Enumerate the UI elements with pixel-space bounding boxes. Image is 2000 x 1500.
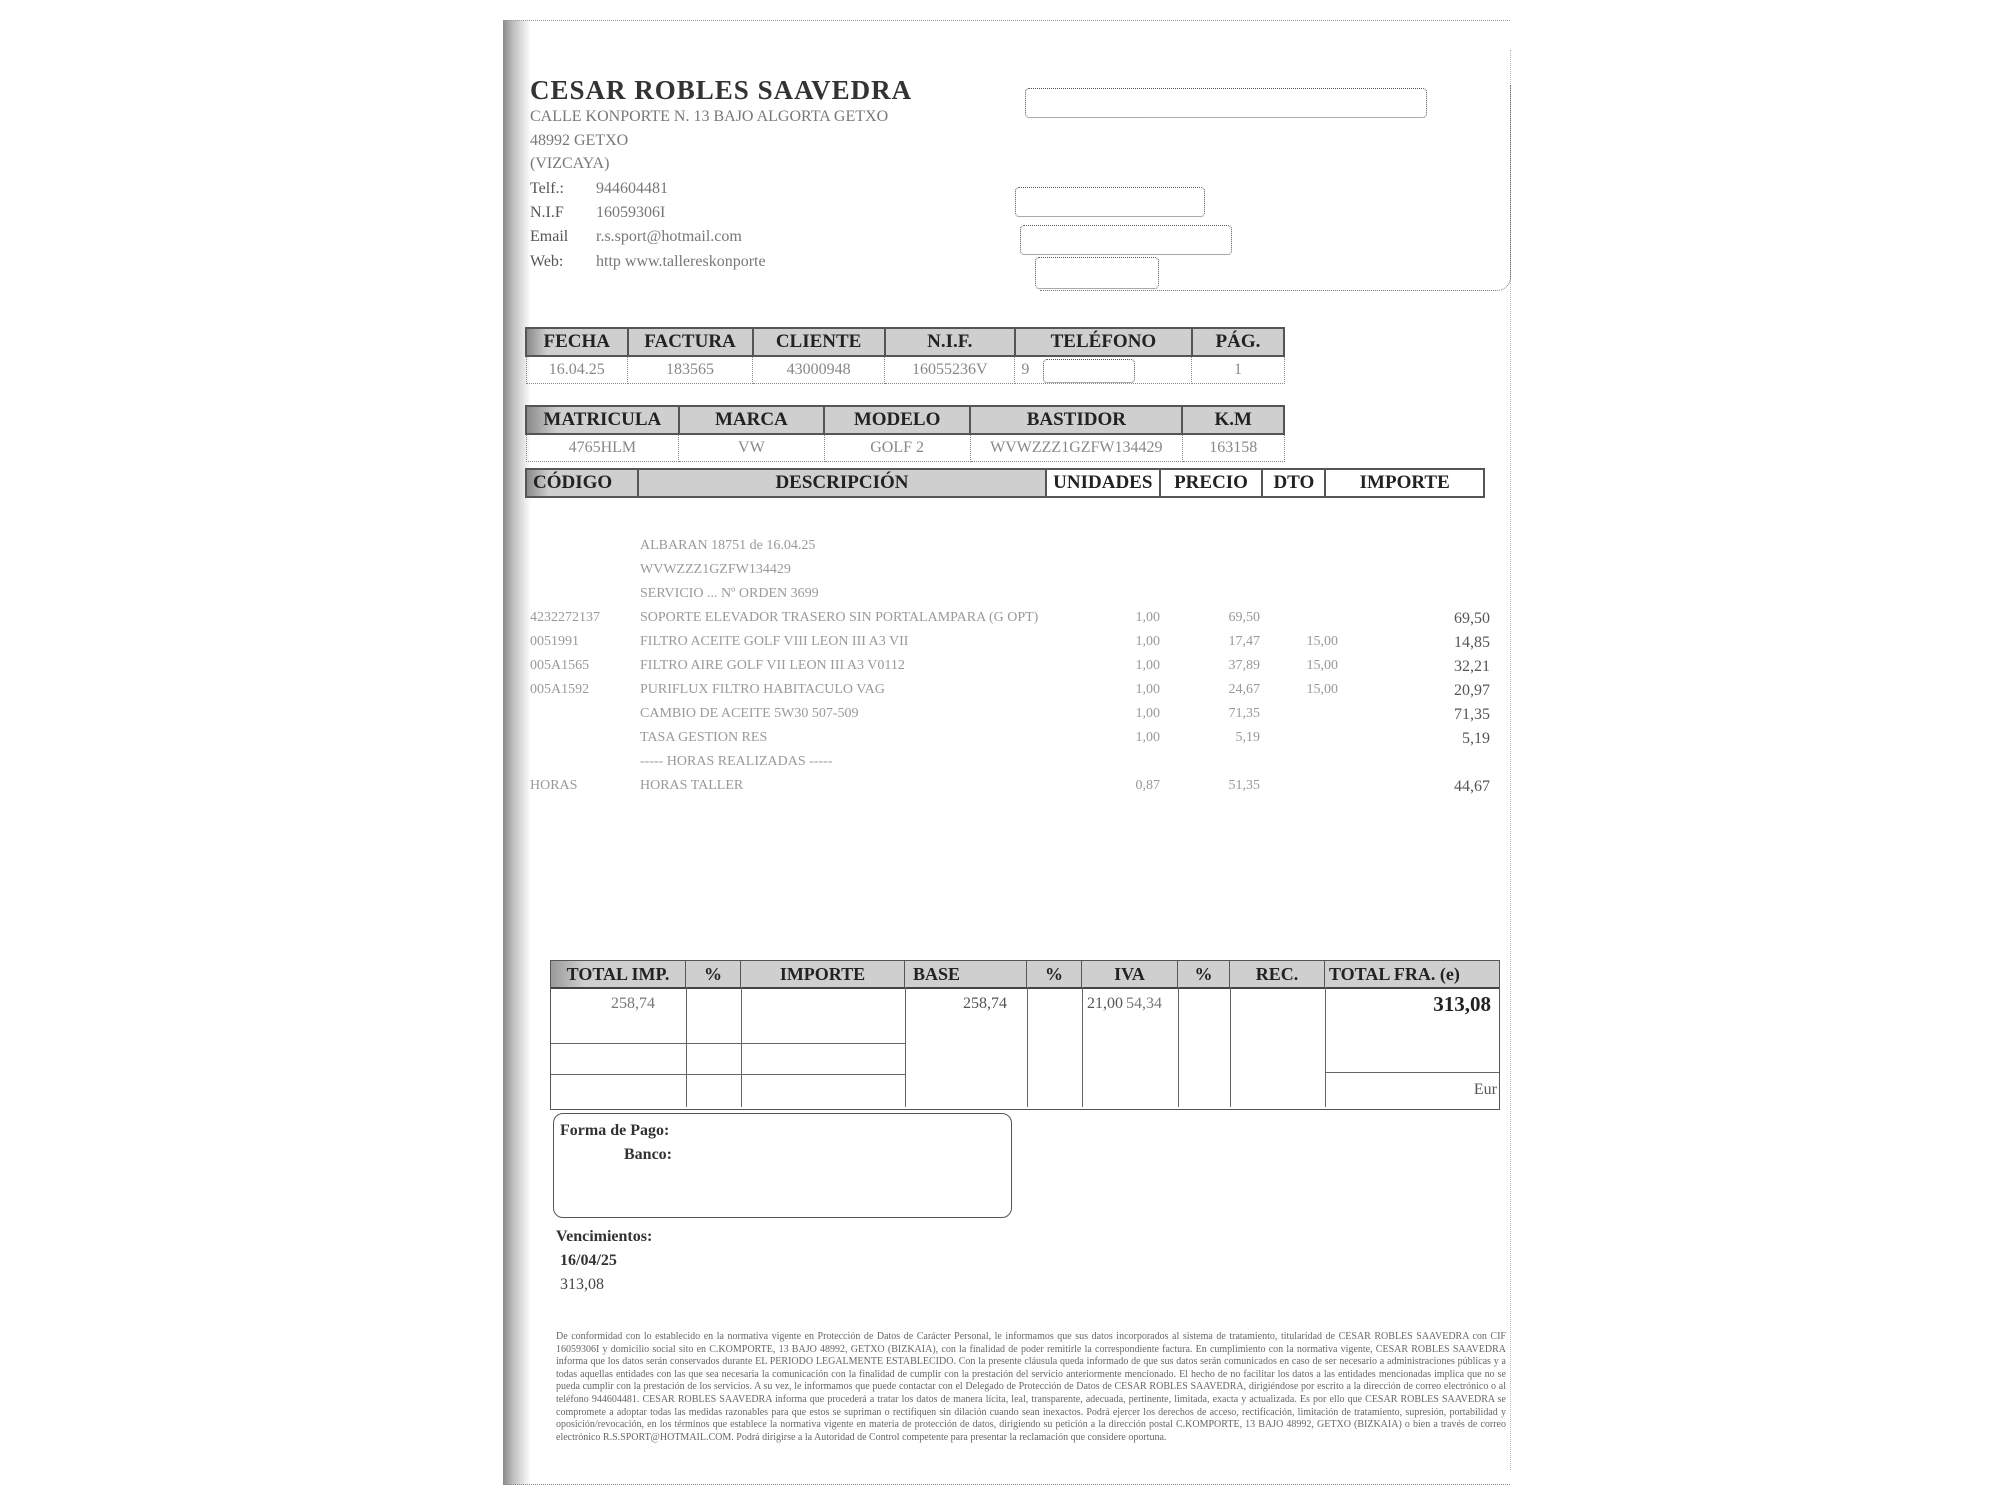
scan-top-edge xyxy=(503,20,1510,21)
redacted-phone xyxy=(1043,359,1135,383)
col-pct-1: % xyxy=(686,961,741,987)
company-nif-row xyxy=(530,204,665,222)
col-factura: FACTURA xyxy=(628,328,753,356)
company-phone: 944604481 xyxy=(596,180,668,197)
company-nif: 16059306I xyxy=(596,204,666,221)
col-descripcion: DESCRIPCIÓN xyxy=(638,469,1046,497)
company-email: r.s.sport@hotmail.com xyxy=(596,228,742,245)
line-description: WVWZZZ1GZFW134429 xyxy=(640,562,791,577)
divider xyxy=(1230,987,1231,1107)
scan-edge-shadow xyxy=(503,20,531,1485)
line-price: 51,35 xyxy=(1228,778,1260,793)
nif-label: N.I.F xyxy=(530,204,564,221)
col-precio: PRECIO xyxy=(1160,469,1263,497)
line-amount: 44,67 xyxy=(1454,778,1490,795)
line-amount: 71,35 xyxy=(1454,706,1490,723)
client-nif: 16055236V xyxy=(885,356,1015,384)
invoice-header-table xyxy=(525,327,1285,384)
col-total-fra: TOTAL FRA. (e) xyxy=(1325,961,1499,987)
line-item-row xyxy=(530,706,1510,730)
totals-table xyxy=(550,960,1500,1110)
line-amount: 5,19 xyxy=(1462,730,1490,747)
line-description: SERVICIO ... Nº ORDEN 3699 xyxy=(640,586,819,601)
divider xyxy=(551,1074,905,1075)
col-iva: IVA xyxy=(1082,961,1178,987)
line-amount: 14,85 xyxy=(1454,634,1490,651)
col-pct-3: % xyxy=(1178,961,1230,987)
line-description: PURIFLUX FILTRO HABITACULO VAG xyxy=(640,682,885,697)
line-item-row xyxy=(530,730,1510,754)
line-units: 1,00 xyxy=(1135,682,1160,697)
col-codigo: CÓDIGO xyxy=(526,469,638,497)
line-units: 1,00 xyxy=(1135,730,1160,745)
phone-label: Telf.: xyxy=(530,180,564,197)
col-marca: MARCA xyxy=(679,406,824,434)
line-price: 5,19 xyxy=(1235,730,1260,745)
redacted-client-name xyxy=(1025,88,1427,118)
line-description: ----- HORAS REALIZADAS ----- xyxy=(640,754,833,769)
due-date: 16/04/25 xyxy=(560,1252,617,1269)
col-cliente: CLIENTE xyxy=(753,328,885,356)
line-code: HORAS xyxy=(530,778,578,793)
line-description: CAMBIO DE ACEITE 5W30 507-509 xyxy=(640,706,859,721)
line-item-row xyxy=(530,778,1510,802)
divider xyxy=(1325,987,1326,1107)
vehicle-vin: WVWZZZ1GZFW134429 xyxy=(970,434,1182,462)
line-code: 4232272137 xyxy=(530,610,600,625)
line-code: 0051991 xyxy=(530,634,579,649)
company-email-row xyxy=(530,228,742,246)
line-item-row xyxy=(530,586,1510,610)
invoice-date: 16.04.25 xyxy=(526,356,628,384)
col-modelo: MODELO xyxy=(824,406,970,434)
iva-value: 54,34 xyxy=(1126,995,1162,1012)
vehicle-table xyxy=(525,405,1285,462)
col-total-imp: TOTAL IMP. xyxy=(551,961,686,987)
due-amount: 313,08 xyxy=(560,1276,604,1293)
payment-box xyxy=(553,1113,1012,1218)
line-discount: 15,00 xyxy=(1306,634,1338,649)
line-item-row xyxy=(530,610,1510,634)
line-units: 1,00 xyxy=(1135,658,1160,673)
totals-header xyxy=(551,961,1499,989)
col-importe: IMPORTE xyxy=(1325,469,1484,497)
divider xyxy=(686,987,687,1107)
line-price: 17,47 xyxy=(1228,634,1260,649)
col-pct-2: % xyxy=(1027,961,1082,987)
company-web: http www.tallereskonporte xyxy=(596,253,766,270)
lines-header-table xyxy=(525,468,1485,498)
vehicle-plate: 4765HLM xyxy=(526,434,679,462)
total-imp-value: 258,74 xyxy=(611,995,655,1012)
line-price: 37,89 xyxy=(1228,658,1260,673)
redacted-client-address xyxy=(1015,187,1205,217)
line-item-row xyxy=(530,562,1510,586)
col-fecha: FECHA xyxy=(526,328,628,356)
line-price: 24,67 xyxy=(1228,682,1260,697)
col-telefono: TELÉFONO xyxy=(1015,328,1192,356)
col-pag: PÁG. xyxy=(1192,328,1284,356)
payment-method-label: Forma de Pago: xyxy=(560,1122,670,1139)
line-code: 005A1592 xyxy=(530,682,590,697)
line-item-row xyxy=(530,682,1510,706)
vehicle-brand: VW xyxy=(679,434,824,462)
total-invoice-value: 313,08 xyxy=(1433,992,1491,1016)
line-description: FILTRO AIRE GOLF VII LEON III A3 V0112 xyxy=(640,658,905,673)
line-discount: 15,00 xyxy=(1306,658,1338,673)
company-name: CESAR ROBLES SAAVEDRA xyxy=(530,75,913,105)
company-postal-city: 48992 GETXO xyxy=(530,132,629,149)
bank-label: Banco: xyxy=(624,1146,672,1163)
currency-label: Eur xyxy=(1473,1081,1497,1098)
line-description: TASA GESTION RES xyxy=(640,730,768,745)
line-units: 1,00 xyxy=(1135,706,1160,721)
client-phone xyxy=(1015,356,1192,384)
col-km: K.M xyxy=(1182,406,1284,434)
data-protection-notice: De conformidad con lo establecido en la normativa vigente en Protección de Datos de Carácter Personal, le informamos que sus datos incorporados al sistema de tratamiento, titularidad de CESAR ROBLES SAAVEDRA con CIF 16059306I y domicilio social sito en C.KOMPORTE, 13 BAJO 48992, GETXO (BIZKAIA), con la finalidad de poder remitirle la correspondiente factura. En cumplimiento con la normativa vigente, CESAR ROBLES SAAVEDRA informa que los datos serán conservados durante EL PERIODO LEGALMENTE ESTABLECIDO. Con la presente cláusula queda informado de que sus datos serán comunicados en caso de ser necesario a administraciones públicas y a todas aquellas entidades con las que sea necesaria la comunicación con la finalidad de cumplir con la prestación del servicio anteriormente mencionado. El hecho de no facilitar los datos a las entidades mencionadas implica que no se pueda cumplir con la prestación de los servicios. A su vez, le informamos que puede contactar con el Delegado de Protección de Datos de CESAR ROBLES SAAVEDRA, dirigiéndose por escrito a la dirección de correo electrónico o al teléfono 944604481. CESAR ROBLES SAAVEDRA informa que procederá a tratar los datos de manera lícita, leal, transparente, adecuada, pertinente, limitada, exacta y actualizada. Es por ello que CESAR ROBLES SAAVEDRA se compromete a adoptar todas las medidas razonables para que estos se supriman o rectifiquen sin dilación cuando sean inexactos. Podrá ejercer los derechos de acceso, rectificación, limitación de tratamiento, supresión, portabilidad y oposición/revocación, en los términos que establece la normativa vigente en materia de protección de datos, dirigiendo su petición a la dirección postal C.KOMPORTE, 13 BAJO 48992, GETXO (BIZKAIA) o bien a través de correo electrónico R.S.SPORT@HOTMAIL.COM. Podrá dirigirse a la Autoridad de Control competente para presentar la reclamación que considere oportuna. xyxy=(556,1331,1506,1443)
vehicle-model: GOLF 2 xyxy=(824,434,970,462)
page-number: 1 xyxy=(1192,356,1284,384)
divider xyxy=(551,1043,905,1044)
company-phone-row xyxy=(530,180,668,198)
due-label: Vencimientos: xyxy=(556,1228,653,1245)
line-amount: 20,97 xyxy=(1454,682,1490,699)
col-nif: N.I.F. xyxy=(885,328,1015,356)
divider xyxy=(1325,1072,1499,1073)
company-province: (VIZCAYA) xyxy=(530,155,610,172)
divider xyxy=(741,987,742,1107)
line-description: SOPORTE ELEVADOR TRASERO SIN PORTALAMPARA (G OPT) xyxy=(640,610,1039,625)
base-value: 258,74 xyxy=(963,995,1007,1012)
col-unidades: UNIDADES xyxy=(1046,469,1160,497)
line-item-row xyxy=(530,754,1510,778)
col-rec: REC. xyxy=(1230,961,1325,987)
col-matricula: MATRICULA xyxy=(526,406,679,434)
line-description: FILTRO ACEITE GOLF VIII LEON III A3 VII xyxy=(640,634,909,649)
invoice-number: 183565 xyxy=(628,356,753,384)
line-units: 0,87 xyxy=(1135,778,1160,793)
redacted-client-province xyxy=(1035,257,1159,289)
iva-pct-value: 21,00 xyxy=(1087,995,1123,1012)
line-price: 69,50 xyxy=(1228,610,1260,625)
line-description: HORAS TALLER xyxy=(640,778,744,793)
client-number: 43000948 xyxy=(753,356,885,384)
line-price: 71,35 xyxy=(1228,706,1260,721)
col-importe: IMPORTE xyxy=(741,961,905,987)
divider xyxy=(905,987,906,1107)
line-discount: 15,00 xyxy=(1306,682,1338,697)
line-item-row xyxy=(530,658,1510,682)
line-item-row xyxy=(530,634,1510,658)
line-description: ALBARAN 18751 de 16.04.25 xyxy=(640,538,816,553)
client-phone-visible: 9 xyxy=(1021,361,1030,378)
company-address: CALLE KONPORTE N. 13 BAJO ALGORTA GETXO xyxy=(530,108,889,125)
divider xyxy=(1082,987,1083,1107)
company-web-row xyxy=(530,253,766,271)
redacted-client-city xyxy=(1020,225,1232,255)
col-dto: DTO xyxy=(1262,469,1325,497)
line-code: 005A1565 xyxy=(530,658,590,673)
line-amount: 32,21 xyxy=(1454,658,1490,675)
divider xyxy=(1027,987,1028,1107)
col-base: BASE xyxy=(905,961,1027,987)
col-bastidor: BASTIDOR xyxy=(970,406,1182,434)
line-amount: 69,50 xyxy=(1454,610,1490,627)
line-units: 1,00 xyxy=(1135,634,1160,649)
email-label: Email xyxy=(530,228,569,245)
web-label: Web: xyxy=(530,253,564,270)
line-item-row xyxy=(530,538,1510,562)
scan-bottom-edge xyxy=(503,1484,1510,1485)
divider xyxy=(1178,987,1179,1107)
vehicle-km: 163158 xyxy=(1182,434,1284,462)
line-units: 1,00 xyxy=(1135,610,1160,625)
